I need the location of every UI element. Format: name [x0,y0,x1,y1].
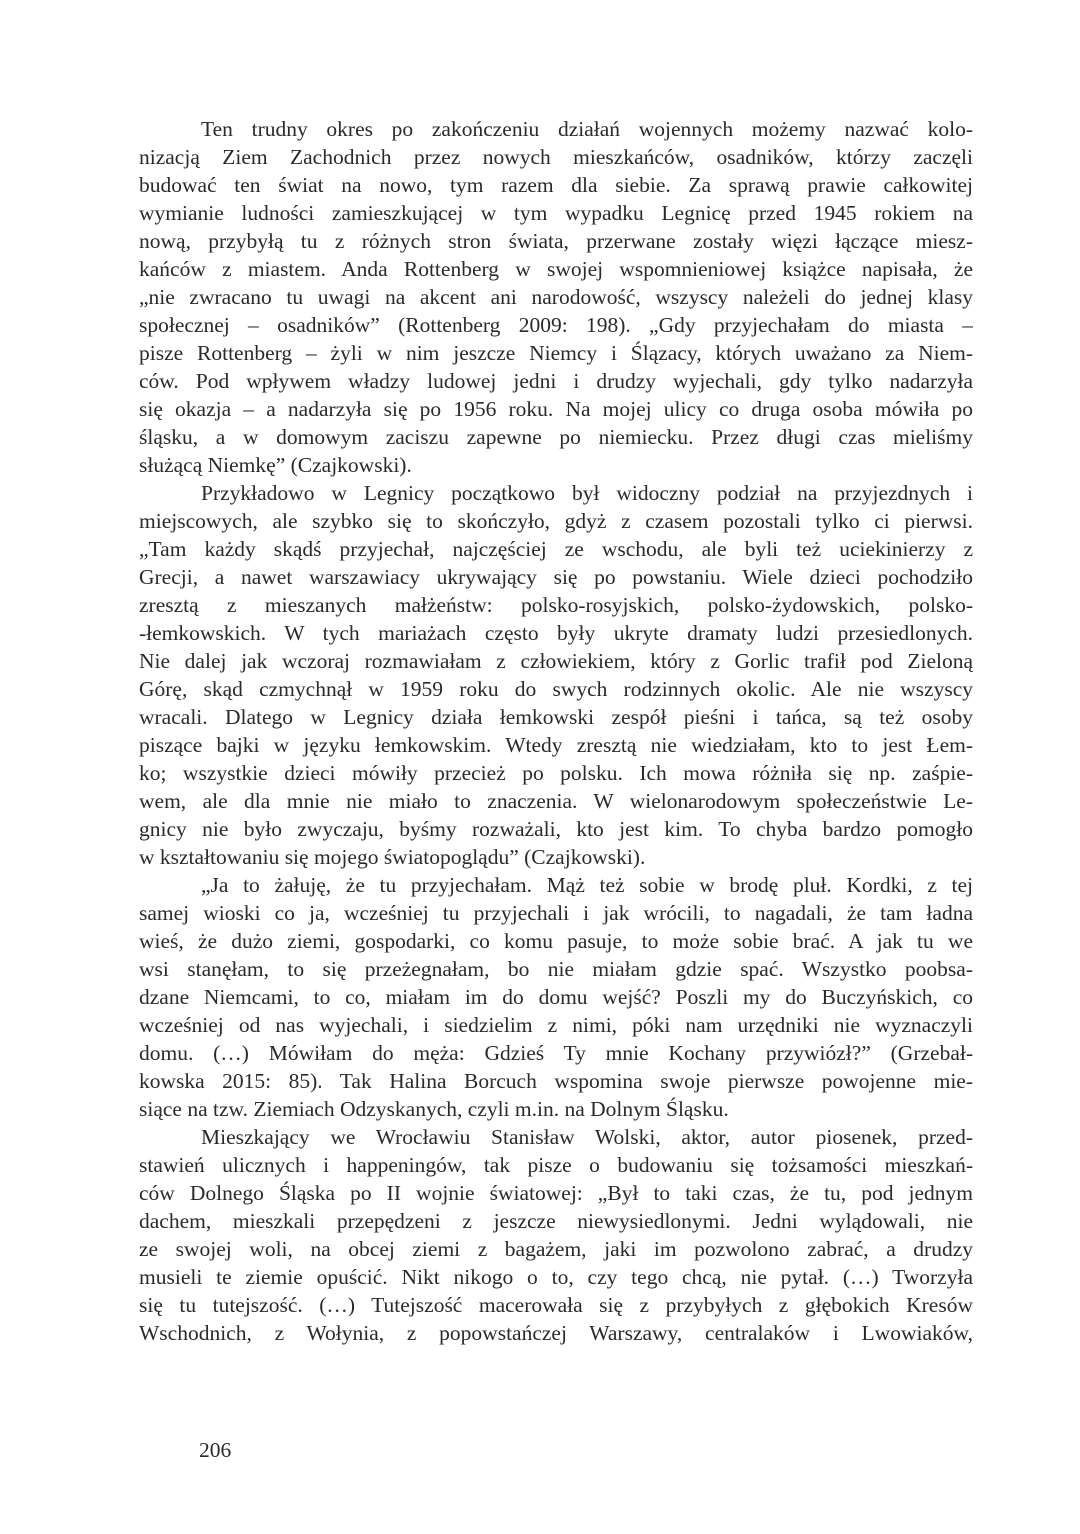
text-line: wcześniej od nas wyjechali, i siedzielim z nimi, póki nam urzędniki nie wyznaczyli [139,1013,973,1037]
text-line: dzane Niemcami, to co, miałam im do domu wejść? Poszli my do Buczyńskich, co [139,985,973,1009]
page-number: 206 [199,1438,232,1462]
text-line: ko; wszystkie dzieci mówiły przecież po polsku. Ich mowa różniła się np. zaśpie- [139,761,973,785]
text-line: się okazja – a nadarzyła się po 1956 roku. Na mojej ulicy co druga osoba mówiła po [139,397,973,421]
text-line: pisze Rottenberg – żyli w nim jeszcze Niemcy i Ślązacy, których uważano za Niem- [139,341,973,365]
text-line: budować ten świat na nowo, tym razem dla siebie. Za sprawą prawie całkowitej [139,173,973,197]
text-line: w kształtowaniu się mojego światopoglądu” (Czajkowski). [139,845,646,869]
text-line: domu. (…) Mówiłam do męża: Gdzieś Ty mnie Kochany przywiózł?” (Grzebał- [139,1041,973,1065]
paragraph-2 [139,479,973,871]
paragraph-3 [139,871,973,1123]
text-line: stawień ulicznych i happeningów, tak pisze o budowaniu się tożsamości mieszkań- [139,1153,973,1177]
text-line: Górę, skąd czmychnął w 1959 roku do swych rodzinnych okolic. Ale nie wszyscy [139,677,973,701]
paragraph-4 [139,1123,973,1347]
text-line: kańców z miastem. Anda Rottenberg w swojej wspomnieniowej książce napisała, że [139,257,973,281]
paragraph-1 [139,115,973,479]
text-line: piszące bajki w języku łemkowskim. Wtedy zresztą nie wiedziałam, kto to jest Łem- [139,733,973,757]
text-line: wsi stanęłam, to się przeżegnałam, bo nie miałam gdzie spać. Wszystko poobsa- [139,957,973,981]
text-line: gnicy nie było zwyczaju, byśmy rozważali, kto jest kim. To chyba bardzo pomogło [139,817,973,841]
body-text [139,115,973,1347]
text-line: wem, ale dla mnie nie miało to znaczenia. W wielonarodowym społeczeństwie Le- [139,789,973,813]
text-line: służącą Niemkę” (Czajkowski). [139,453,412,477]
text-line: wymianie ludności zamieszkującej w tym wypadku Legnicę przed 1945 rokiem na [139,201,973,225]
text-line: śląsku, a w domowym zaciszu zapewne po niemiecku. Przez długi czas mieliśmy [139,425,973,449]
text-line: -łemkowskich. W tych mariażach często były ukryte dramaty ludzi przesiedlonych. [139,621,973,645]
text-line: wracali. Dlatego w Legnicy działa łemkowski zespół pieśni i tańca, są też osoby [139,705,973,729]
text-line: samej wioski co ja, wcześniej tu przyjechali i jak wrócili, to nagadali, że tam ładna [139,901,973,925]
text-line: Przykładowo w Legnicy początkowo był widoczny podział na przyjezdnych i [201,481,973,505]
text-line: dachem, mieszkali przepędzeni z jeszcze niewysiedlonymi. Jedni wylądowali, nie [139,1209,973,1233]
text-line: ców. Pod wpływem władzy ludowej jedni i drudzy wyjechali, gdy tylko nadarzyła [139,369,973,393]
text-line: Nie dalej jak wczoraj rozmawiałam z człowiekiem, który z Gorlic trafił pod Zieloną [139,649,973,673]
text-line: się tu tutejszość. (…) Tutejszość macerowała się z przybyłych z głębokich Kresów [139,1293,973,1317]
text-line: nizacją Ziem Zachodnich przez nowych mieszkańców, osadników, którzy zaczęli [139,145,973,169]
text-line: musieli te ziemie opuścić. Nikt nikogo o to, czy tego chcą, nie pytał. (…) Tworzyła [139,1265,973,1289]
text-line: siące na tzw. Ziemiach Odzyskanych, czyli m.in. na Dolnym Śląsku. [139,1097,729,1121]
text-line: Grecji, a nawet warszawiacy ukrywający się po powstaniu. Wiele dzieci pochodziło [139,565,973,589]
text-line: ców Dolnego Śląska po II wojnie światowej: „Był to taki czas, że tu, pod jednym [139,1181,973,1205]
text-line: zresztą z mieszanych małżeństw: polsko-rosyjskich, polsko-żydowskich, polsko- [139,593,973,617]
text-line: społecznej – osadników” (Rottenberg 2009: 198). „Gdy przyjechałam do miasta – [139,313,973,337]
text-line: „Ja to żałuję, że tu przyjechałam. Mąż też sobie w brodę pluł. Kordki, z tej [201,873,973,897]
text-line: Wschodnich, z Wołynia, z popowstańczej Warszawy, centralaków i Lwowiaków, [139,1321,973,1345]
text-line: kowska 2015: 85). Tak Halina Borcuch wspomina swoje pierwsze powojenne mie- [139,1069,973,1093]
text-line: Ten trudny okres po zakończeniu działań wojennych możemy nazwać kolo- [201,117,973,141]
text-line: „Tam każdy skądś przyjechał, najczęściej ze wschodu, ale byli też uciekinierzy z [139,537,973,561]
text-line: wieś, że dużo ziemi, gospodarki, co komu pasuje, to może sobie brać. A jak tu we [139,929,973,953]
text-line: ze swojej woli, na obcej ziemi z bagażem, jaki im pozwolono zabrać, a drudzy [139,1237,973,1261]
text-line: „nie zwracano tu uwagi na akcent ani narodowość, wszyscy należeli do jednej klasy [139,285,973,309]
text-line: Mieszkający we Wrocławiu Stanisław Wolski, aktor, autor piosenek, przed- [201,1125,973,1149]
text-line: miejscowych, ale szybko się to skończyło, gdyż z czasem pozostali tylko ci pierwsi. [139,509,973,533]
text-line: nową, przybyłą tu z różnych stron świata, przerwane zostały więzi łączące miesz- [139,229,973,253]
